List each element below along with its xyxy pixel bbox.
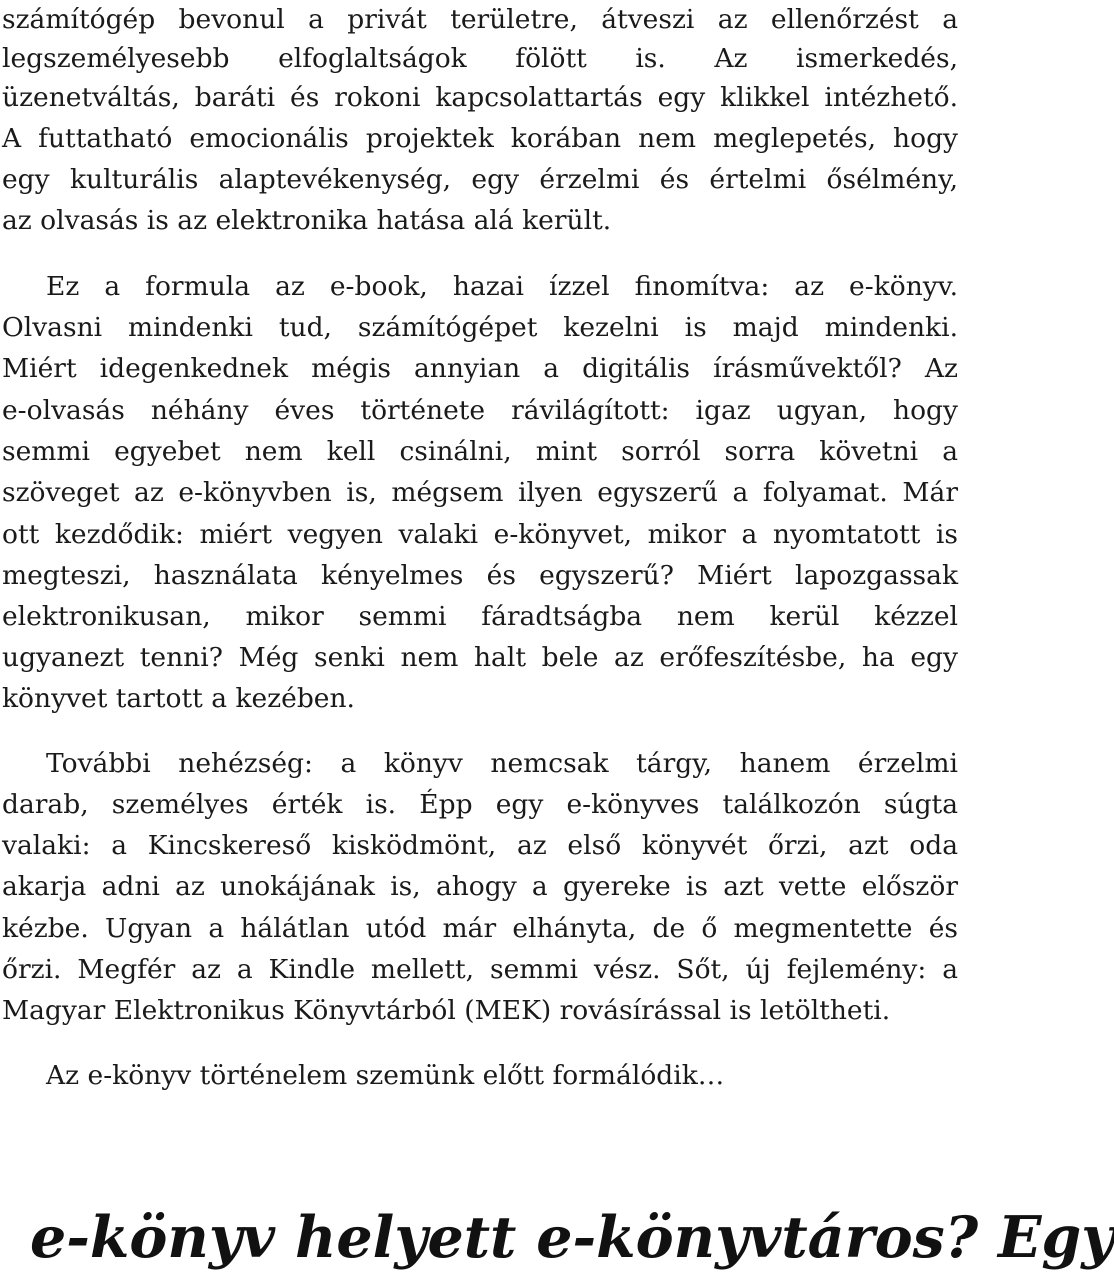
text-line: semmi egyebet nem kell csinálni, mint sorról sorra követni a (2, 436, 958, 467)
text-line: Magyar Elektronikus Könyvtárból (MEK) rovásírással is letöltheti. (2, 995, 891, 1026)
text-line: akarja adni az unokájának is, ahogy a gyereke is azt vette először (2, 871, 958, 902)
text-line: szöveget az e-könyvben is, mégsem ilyen egyszerű a folyamat. Már (2, 477, 958, 508)
section-heading: e-könyv helyett e-könyvtáros? Egy (30, 1204, 1114, 1271)
text-line: legszemélyesebb elfoglaltságok fölött is. Az ismerkedés, (2, 43, 958, 74)
text-line: ott kezdődik: miért vegyen valaki e-könyvet, mikor a nyomtatott is (2, 519, 958, 550)
text-line: számítógép bevonul a privát területre, átveszi az ellenőrzést a (2, 4, 958, 35)
text-line: Olvasni mindenki tud, számítógépet kezelni is majd mindenki. (2, 312, 958, 343)
text-line: Ez a formula az e-book, hazai ízzel finomítva: az e-könyv. (46, 271, 958, 302)
text-line: valaki: a Kincskereső kisködmönt, az első könyvét őrzi, azt oda (2, 830, 958, 861)
text-line: A futtatható emocionális projektek korában nem meglepetés, hogy (2, 123, 958, 154)
text-line: könyvet tartott a kezében. (2, 683, 355, 714)
text-line: kézbe. Ugyan a hálátlan utód már elhányta, de ő megmentette és (2, 913, 958, 944)
text-line: egy kulturális alaptevékenység, egy érzelmi és értelmi ősélmény, (2, 164, 958, 195)
text-line: ugyanezt tenni? Még senki nem halt bele az erőfeszítésbe, ha egy (2, 642, 958, 673)
text-line: darab, személyes érték is. Épp egy e-könyves találkozón súgta (2, 789, 958, 820)
text-line: az olvasás is az elektronika hatása alá került. (2, 205, 612, 236)
text-line: elektronikusan, mikor semmi fáradtságba nem kerül kézzel (2, 601, 958, 632)
text-line: További nehézség: a könyv nemcsak tárgy, hanem érzelmi (46, 748, 958, 779)
text-line: Miért idegenkednek mégis annyian a digitális írásművektől? Az (2, 353, 958, 384)
text-line: őrzi. Megfér az a Kindle mellett, semmi vész. Sőt, új fejlemény: a (2, 954, 958, 985)
text-line: Az e-könyv történelem szemünk előtt formálódik… (46, 1060, 725, 1091)
text-line: üzenetváltás, baráti és rokoni kapcsolattartás egy klikkel intézhető. (2, 82, 958, 113)
text-line: megteszi, használata kényelmes és egyszerű? Miért lapozgassak (2, 560, 958, 591)
text-line: e-olvasás néhány éves története rávilágított: igaz ugyan, hogy (2, 395, 958, 426)
